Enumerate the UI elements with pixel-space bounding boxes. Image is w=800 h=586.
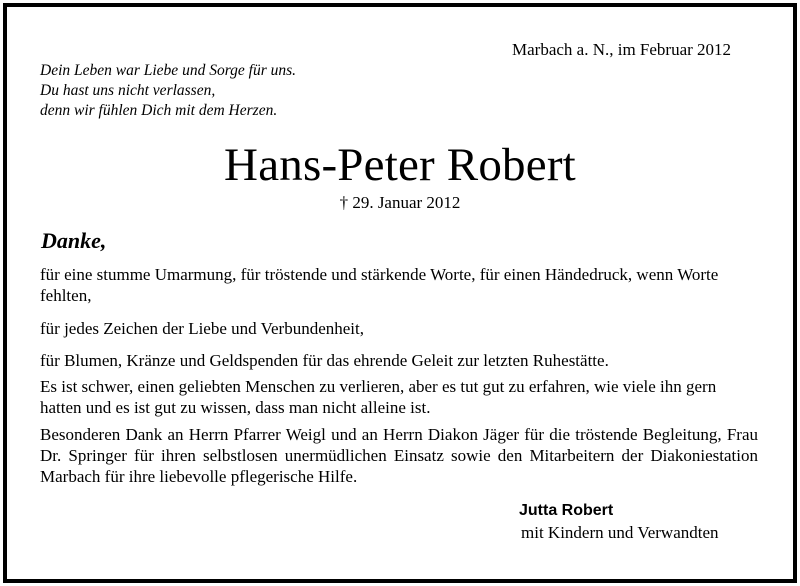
paragraph-embrace: für eine stumme Umarmung, für tröstende und stärkende Worte, für einen Händedruck, wenn Worte fehlten, xyxy=(40,265,719,305)
death-date: † 29. Januar 2012 xyxy=(339,193,461,212)
paragraph-flowers: für Blumen, Kränze und Geldspenden für das ehrende Geleit zur letzten Ruhestätte. xyxy=(40,351,609,370)
poem xyxy=(40,61,296,121)
paragraph-sign: für jedes Zeichen der Liebe und Verbundenheit, xyxy=(40,319,364,338)
deceased-name: Hans-Peter Robert xyxy=(224,139,576,191)
dateline: Marbach a. N., im Februar 2012 xyxy=(512,40,732,59)
signature-name: Jutta Robert xyxy=(519,502,614,519)
thanks-heading: Danke, xyxy=(41,228,107,253)
signature-subtitle: mit Kindern und Verwandten xyxy=(521,523,719,542)
poem-line-3: denn wir fühlen Dich mit dem Herzen. xyxy=(40,102,278,119)
poem-line-2: Du hast uns nicht verlassen, xyxy=(40,82,216,99)
paragraph-loss: Es ist schwer, einen geliebten Menschen zu verlieren, aber es tut gut zu erfahren, wie viele ihn gern hatten und es ist gut zu wissen, dass man nicht alleine ist. xyxy=(40,377,717,417)
poem-line-1: Dein Leben war Liebe und Sorge für uns. xyxy=(40,62,297,79)
paragraph-special-thanks: Besonderen Dank an Herrn Pfarrer Weigl und an Herrn Diakon Jäger für die tröstende Begleitung, Frau Dr. Springer für ihren selbstlosen unermüdlichen Einsatz sowie den Mitarbeitern der Diakoniestation Marbach für ihre liebevolle pflegerische Hilfe. xyxy=(40,425,758,486)
